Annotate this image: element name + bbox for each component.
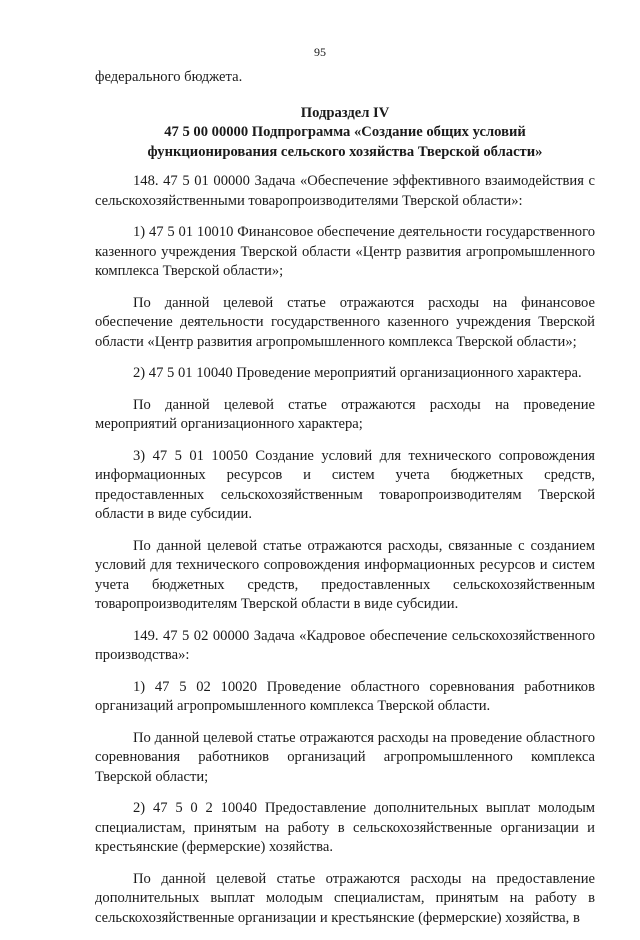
page-number: 95 — [314, 45, 326, 59]
section-heading — [95, 104, 595, 163]
heading-line-3: функционирования сельского хозяйства Тверской области» — [147, 143, 543, 160]
paragraph-148-item-2-note: По данной целевой статье отражаются расходы на проведение мероприятий организационного характера; — [95, 396, 595, 432]
paragraph-148-item-3-note: По данной целевой статье отражаются расходы, связанные с созданием условий для технического сопровождения информационных ресурсов и систем учета бюджетных средств, предоставленных сельскохозяйственным товаропроизводителям Тверской области в виде субсидии. — [95, 537, 595, 612]
paragraph-148-item-3: 3) 47 5 01 10050 Создание условий для технического сопровождения информационных ресурсов и систем учета бюджетных средств, предоставленных сельскохозяйственным товаропроизводителям Тверской области в виде субсидии. — [95, 447, 595, 522]
paragraph-149-item-2: 2) 47 5 0 2 10040 Предоставление дополнительных выплат молодым специалистам, принятым на работу в сельскохозяйственные организации и крестьянские (фермерские) хозяйства. — [95, 800, 595, 855]
paragraph-148-item-1-note: По данной целевой статье отражаются расходы на финансовое обеспечение деятельности государственного казенного учреждения Тверской области «Центр развития агропромышленного комплекса Тверской области»; — [95, 294, 595, 350]
paragraph-149: 149. 47 5 02 00000 Задача «Кадровое обеспечение сельскохозяйственного производства»: — [95, 627, 595, 663]
paragraph-148-item-2: 2) 47 5 01 10040 Проведение мероприятий организационного характера. — [133, 365, 582, 381]
paragraph-148-item-1: 1) 47 5 01 10010 Финансовое обеспечение деятельности государственного казенного учреждения Тверской области «Центр развития агропромышленного комплекса Тверской области»; — [95, 224, 595, 279]
paragraph-148: 148. 47 5 01 00000 Задача «Обеспечение эффективного взаимодействия с сельскохозяйственными товаропроизводителями Тверской области»: — [95, 173, 595, 209]
paragraph-149-item-2-note: По данной целевой статье отражаются расходы на предоставление дополнительных выплат молодым специалистам, принятым на работу в сельскохозяйственные организации и крестьянские (фермерские) хозяйства, в — [95, 870, 595, 926]
paragraph-149-item-1-note: По данной целевой статье отражаются расходы на проведение областного соревнования работников организаций агропромышленного комплекса Тверской области; — [95, 729, 595, 785]
continuation-text: федерального бюджета. — [95, 69, 243, 85]
heading-line-1: Подраздел IV — [300, 104, 390, 121]
paragraph-149-item-1: 1) 47 5 02 10020 Проведение областного соревнования работников организаций агропромышленного комплекса Тверской области. — [95, 678, 595, 714]
document-body — [95, 68, 595, 940]
heading-line-2: 47 5 00 00000 Подпрограмма «Создание общих условий — [164, 124, 526, 140]
